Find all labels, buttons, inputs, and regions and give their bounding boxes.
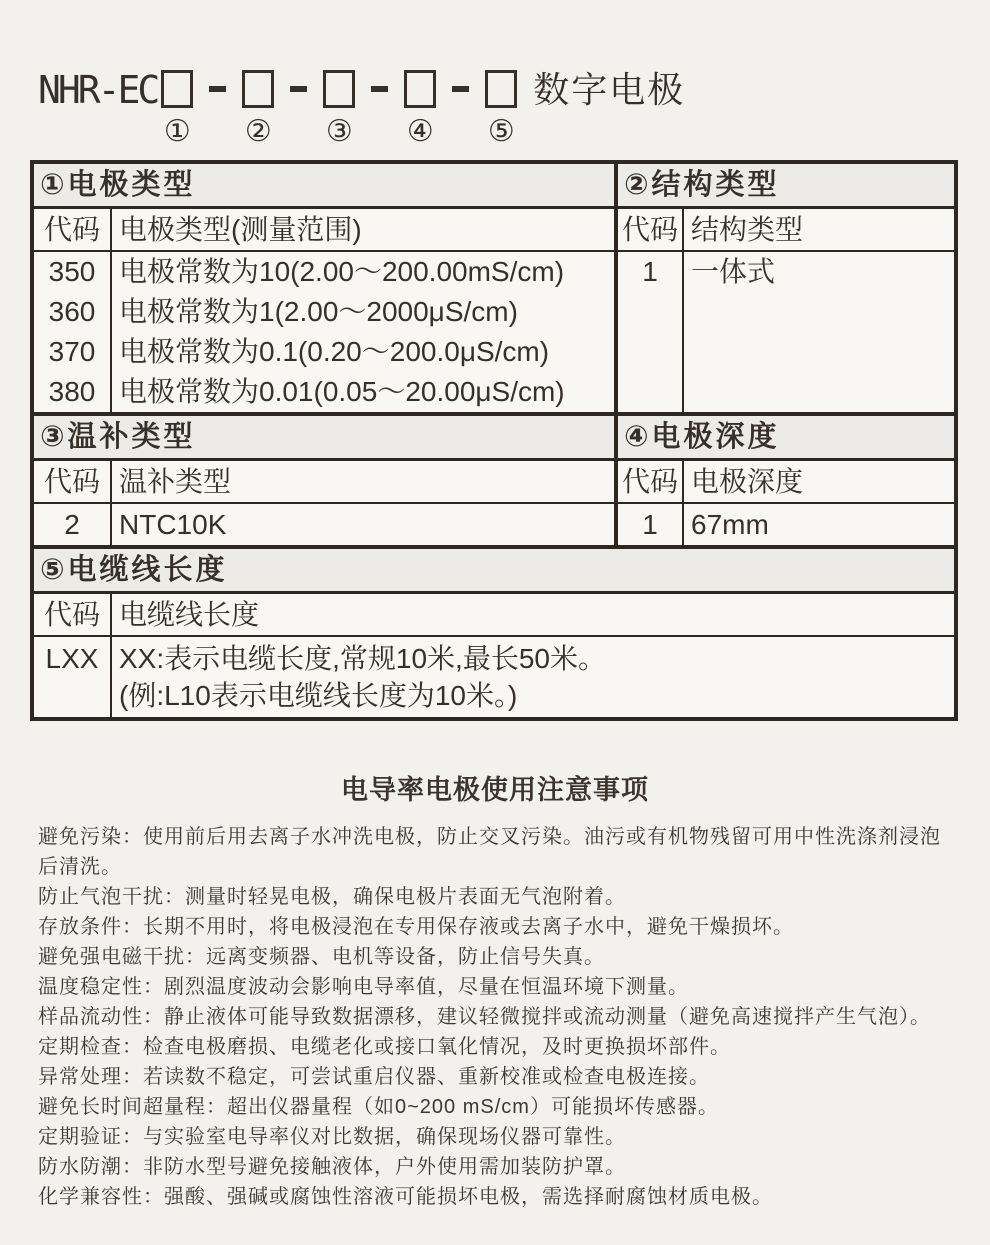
table-row (618, 252, 954, 412)
model-slot-box-4 (404, 70, 436, 108)
table-row (34, 292, 614, 332)
note-item: 避免污染：使用前后用去离子水冲洗电极，防止交叉污染。油污或有机物残留可用中性洗涤剂浸泡后清洗。 (38, 826, 941, 878)
dash-separator (452, 70, 469, 108)
column-header-row (34, 209, 614, 252)
table-row (34, 372, 614, 412)
note-item: 防止气泡干扰：测量时轻晃电极，确保电极片表面无气泡附着。 (38, 886, 626, 908)
table-row (34, 332, 614, 372)
col-header-code: 代码 (618, 461, 684, 502)
section-temp-compensation (34, 416, 618, 545)
col-header-code: 代码 (618, 209, 684, 250)
position-marker-4: ④ (406, 115, 434, 148)
model-slot-3 (323, 70, 355, 148)
position-marker-2: ② (244, 115, 272, 148)
cell-desc: 电极常数为0.1(0.20～200.0μS/cm) (119, 336, 550, 367)
section-title-5: ⑤电缆线长度 (34, 549, 954, 594)
section-title-1: ①电极类型 (34, 164, 614, 209)
col-header-code: 代码 (34, 209, 112, 250)
model-slot-box-5 (485, 70, 517, 108)
cell-code: LXX (34, 637, 112, 717)
cell-desc: 电极常数为10(2.00～200.00mS/cm) (119, 256, 565, 287)
cell-desc: 电极常数为0.01(0.05～20.00μS/cm) (119, 376, 565, 407)
section-1-body (34, 252, 614, 412)
cell-desc: NTC10K (119, 509, 227, 540)
section-title-3: ③温补类型 (34, 416, 614, 461)
col-header-desc: 结构类型 (691, 214, 804, 245)
cell-desc: 一体式 (691, 256, 776, 287)
cell-desc (112, 637, 954, 717)
section-title-2: ②结构类型 (618, 164, 954, 209)
column-header-row (618, 461, 954, 504)
position-marker-1: ① (163, 115, 191, 148)
model-number-diagram (38, 70, 685, 148)
table-row (618, 504, 954, 545)
cell-desc: 67mm (691, 509, 769, 540)
position-marker-5: ⑤ (487, 115, 515, 148)
section-structure-type (618, 164, 954, 412)
note-item: 定期检查：检查电极磨损、电缆老化或接口氧化情况，及时更换损坏部件。 (38, 1036, 731, 1058)
col-header-desc: 电极类型(测量范围) (119, 214, 362, 245)
note-item: 温度稳定性：剧烈温度波动会影响电导率值，尽量在恒温环境下测量。 (38, 976, 689, 998)
note-item: 异常处理：若读数不稳定，可尝试重启仪器、重新校准或检查电极连接。 (38, 1066, 710, 1088)
column-header-row (34, 461, 614, 504)
section-electrode-type (34, 164, 618, 412)
note-item: 样品流动性：静止液体可能导致数据漂移，建议轻微搅拌或流动测量（避免高速搅拌产生气泡）。 (38, 1006, 931, 1028)
model-suffix: 数字电极 (533, 69, 686, 110)
table-band-1 (34, 164, 954, 412)
dash-separator (371, 70, 388, 108)
table-row (34, 252, 614, 292)
col-header-desc: 电极深度 (691, 466, 804, 497)
cell-code: 360 (34, 292, 112, 332)
position-marker-3: ③ (325, 115, 353, 148)
column-header-row (618, 209, 954, 252)
model-slot-box-3 (323, 70, 355, 108)
note-item: 定期验证：与实验室电导率仪对比数据，确保现场仪器可靠性。 (38, 1126, 626, 1148)
table-band-2 (34, 412, 954, 545)
cable-length-line-1: XX:表示电缆长度,常规10米,最长50米。 (119, 643, 606, 674)
cell-code: 350 (34, 252, 112, 292)
section-title-4: ④电极深度 (618, 416, 954, 461)
col-header-code: 代码 (34, 594, 112, 635)
note-item: 避免强电磁干扰：远离变频器、电机等设备，防止信号失真。 (38, 946, 605, 968)
note-item: 防水防潮：非防水型号避免接触液体，户外使用需加装防护罩。 (38, 1156, 626, 1178)
col-header-desc: 电缆线长度 (119, 599, 260, 630)
section-2-body (618, 252, 954, 412)
col-header-code: 代码 (34, 461, 112, 502)
model-slot-2 (242, 70, 274, 148)
cell-code: 1 (618, 504, 684, 545)
table-row (34, 504, 614, 545)
model-slot-5 (485, 70, 517, 148)
dash-separator (290, 70, 307, 108)
note-item: 避免长时间超量程：超出仪器量程（如0~200 mS/cm）可能损坏传感器。 (38, 1096, 719, 1118)
model-slot-box-2 (242, 70, 274, 108)
cell-desc: 电极常数为1(2.00～2000μS/cm) (119, 296, 518, 327)
col-header-desc: 温补类型 (119, 466, 232, 497)
model-prefix: NHR-EC (38, 68, 158, 112)
table-band-3 (34, 545, 954, 717)
section-electrode-depth (618, 416, 954, 545)
note-item: 存放条件：长期不用时，将电极浸泡在专用保存液或去离子水中，避免干燥损坏。 (38, 916, 794, 938)
cable-length-line-2: (例:L10表示电缆线长度为10米。) (119, 680, 518, 711)
notes-title: 电导率电极使用注意事项 (341, 775, 649, 805)
model-slot-4 (404, 70, 436, 148)
note-item: 化学兼容性：强酸、强碱或腐蚀性溶液可能损坏电极，需选择耐腐蚀材质电极。 (38, 1186, 773, 1208)
table-row (34, 637, 954, 717)
model-slot-1 (161, 70, 193, 148)
ordering-table (30, 160, 958, 721)
cell-code: 370 (34, 332, 112, 372)
cell-code: 1 (618, 252, 684, 412)
section-cable-length (34, 549, 954, 717)
dash-separator (209, 70, 226, 108)
cell-code: 380 (34, 372, 112, 412)
model-slot-box-1 (161, 70, 193, 108)
usage-notes (38, 822, 950, 1212)
cell-code: 2 (34, 504, 112, 545)
column-header-row (34, 594, 954, 637)
